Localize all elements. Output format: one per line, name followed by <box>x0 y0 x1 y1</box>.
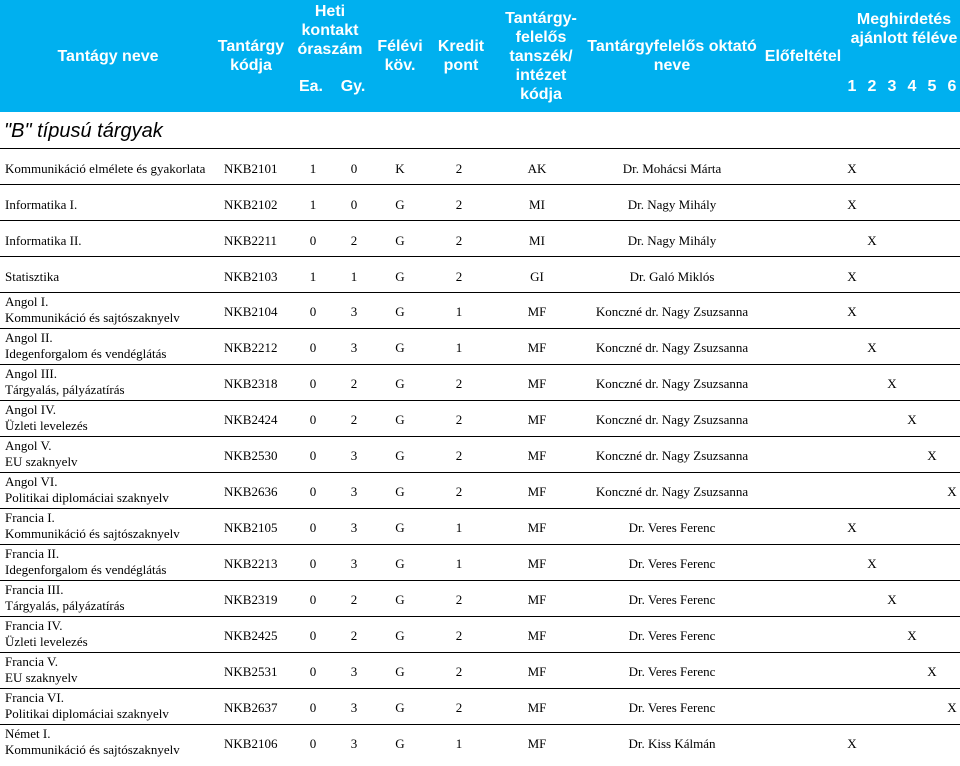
department-code: MF <box>527 484 547 499</box>
row-divider <box>0 220 960 221</box>
semester-mark: X <box>907 628 917 643</box>
course-subtitle: Kommunikáció és sajtószaknyelv <box>5 526 180 541</box>
row-divider <box>0 652 960 653</box>
requirement: G <box>395 628 405 643</box>
course-code: NKB2101 <box>224 161 278 176</box>
requirement: G <box>395 520 405 535</box>
course-subtitle: Kommunikáció és sajtószaknyelv <box>5 310 180 325</box>
course-name: Német I. <box>5 726 51 741</box>
department-code: MI <box>529 233 545 248</box>
course-name: Francia III. <box>5 582 64 597</box>
lecture-hours: 0 <box>309 556 317 571</box>
requirement: G <box>395 448 405 463</box>
course-subtitle: Politikai diplomáciai szaknyelv <box>5 490 169 505</box>
lecture-hours: 1 <box>309 197 317 212</box>
semester-mark: X <box>847 161 857 176</box>
practice-hours: 2 <box>350 592 358 607</box>
course-name: Francia VI. <box>5 690 64 705</box>
row-divider <box>0 256 960 257</box>
lecture-hours: 0 <box>309 448 317 463</box>
course-subtitle: Idegenforgalom és vendéglátás <box>5 346 167 361</box>
credit: 2 <box>455 376 463 391</box>
credit: 2 <box>455 628 463 643</box>
credit: 1 <box>455 340 463 355</box>
course-code: NKB2530 <box>224 448 278 463</box>
practice-hours: 3 <box>350 520 358 535</box>
practice-hours: 2 <box>350 628 358 643</box>
semester-mark: X <box>867 556 877 571</box>
instructor-name: Konczné dr. Nagy Zsuzsanna <box>595 376 749 391</box>
department-code: MF <box>527 736 547 751</box>
department-code: MF <box>527 520 547 535</box>
row-divider <box>0 508 960 509</box>
practice-hours: 2 <box>350 376 358 391</box>
requirement: G <box>395 197 405 212</box>
instructor-name: Dr. Veres Ferenc <box>628 700 716 715</box>
semester-mark: X <box>947 700 957 715</box>
requirement: G <box>395 340 405 355</box>
requirement: G <box>395 412 405 427</box>
course-name: Angol VI. <box>5 474 58 489</box>
department-code: MF <box>527 412 547 427</box>
course-code: NKB2531 <box>224 664 278 679</box>
course-code: NKB2102 <box>224 197 278 212</box>
semester-mark: X <box>947 484 957 499</box>
course-code: NKB2425 <box>224 628 278 643</box>
requirement: G <box>395 304 405 319</box>
department-code: AK <box>527 161 547 176</box>
credit: 2 <box>455 161 463 176</box>
course-name: Informatika II. <box>5 233 82 248</box>
practice-hours: 3 <box>350 484 358 499</box>
credit: 2 <box>455 700 463 715</box>
requirement: G <box>395 269 405 284</box>
practice-hours: 2 <box>350 412 358 427</box>
section-title: "B" típusú tárgyak <box>4 120 163 142</box>
department-code: MI <box>529 197 545 212</box>
row-divider <box>0 148 960 149</box>
credit: 2 <box>455 484 463 499</box>
semester-6-label: 6 <box>947 78 957 95</box>
lecture-hours: 0 <box>309 628 317 643</box>
semester-mark: X <box>847 269 857 284</box>
semester-mark: X <box>847 197 857 212</box>
practice-hours: 3 <box>350 448 358 463</box>
credit: 1 <box>455 520 463 535</box>
header-department: Tantárgy- felelős tanszék/ intézet kódja <box>505 9 577 103</box>
course-subtitle: Politikai diplomáciai szaknyelv <box>5 706 169 721</box>
instructor-name: Konczné dr. Nagy Zsuzsanna <box>595 304 749 319</box>
header-requirement: Félévi köv. <box>377 38 423 74</box>
course-name: Francia I. <box>5 510 55 525</box>
row-divider <box>0 400 960 401</box>
course-code: NKB2212 <box>224 340 278 355</box>
department-code: GI <box>530 269 544 284</box>
course-subtitle: Üzleti levelezés <box>5 418 88 433</box>
semester-4-label: 4 <box>907 78 917 95</box>
course-name: Angol V. <box>5 438 52 453</box>
course-code: NKB2105 <box>224 520 278 535</box>
credit: 1 <box>455 304 463 319</box>
row-divider <box>0 436 960 437</box>
row-divider <box>0 616 960 617</box>
practice-hours: 3 <box>350 736 358 751</box>
course-name: Angol IV. <box>5 402 57 417</box>
semester-mark: X <box>867 233 877 248</box>
instructor-name: Konczné dr. Nagy Zsuzsanna <box>595 484 749 499</box>
requirement: G <box>395 233 405 248</box>
instructor-name: Dr. Kiss Kálmán <box>628 736 716 751</box>
course-name: Francia V. <box>5 654 58 669</box>
lecture-hours: 0 <box>309 233 317 248</box>
practice-hours: 3 <box>350 700 358 715</box>
course-name: Angol III. <box>5 366 57 381</box>
row-divider <box>0 364 960 365</box>
instructor-name: Dr. Veres Ferenc <box>628 664 716 679</box>
instructor-name: Konczné dr. Nagy Zsuzsanna <box>595 340 749 355</box>
row-divider <box>0 328 960 329</box>
department-code: MF <box>527 700 547 715</box>
credit: 1 <box>455 556 463 571</box>
course-subtitle: EU szaknyelv <box>5 454 78 469</box>
course-code: NKB2211 <box>224 233 277 248</box>
requirement: G <box>395 592 405 607</box>
semester-mark: X <box>927 448 937 463</box>
semester-mark: X <box>847 520 857 535</box>
course-subtitle: Kommunikáció és sajtószaknyelv <box>5 742 180 757</box>
course-code: NKB2106 <box>224 736 278 751</box>
header-weekly-hours: Heti kontakt óraszám <box>297 2 363 58</box>
instructor-name: Konczné dr. Nagy Zsuzsanna <box>595 412 749 427</box>
row-divider <box>0 580 960 581</box>
practice-hours: 2 <box>350 233 358 248</box>
practice-hours: 3 <box>350 304 358 319</box>
department-code: MF <box>527 448 547 463</box>
course-name: Angol II. <box>5 330 53 345</box>
course-name: Francia IV. <box>5 618 63 633</box>
lecture-hours: 0 <box>309 520 317 535</box>
credit: 2 <box>455 592 463 607</box>
semester-5-label: 5 <box>927 78 937 95</box>
department-code: MF <box>527 304 547 319</box>
requirement: G <box>395 376 405 391</box>
course-code: NKB2637 <box>224 700 278 715</box>
semester-mark: X <box>887 376 897 391</box>
course-subtitle: Idegenforgalom és vendéglátás <box>5 562 167 577</box>
credit: 2 <box>455 233 463 248</box>
row-divider <box>0 688 960 689</box>
credit: 1 <box>455 736 463 751</box>
course-subtitle: Tárgyalás, pályázatírás <box>5 598 125 613</box>
department-code: MF <box>527 556 547 571</box>
semester-2-label: 2 <box>867 78 877 95</box>
semester-mark: X <box>907 412 917 427</box>
lecture-hours: 0 <box>309 304 317 319</box>
practice-hours: 0 <box>350 161 358 176</box>
row-divider <box>0 184 960 185</box>
header-practice: Gy. <box>340 77 366 95</box>
department-code: MF <box>527 592 547 607</box>
practice-hours: 3 <box>350 340 358 355</box>
department-code: MF <box>527 376 547 391</box>
credit: 2 <box>455 197 463 212</box>
instructor-name: Dr. Veres Ferenc <box>628 520 716 535</box>
semester-3-label: 3 <box>887 78 897 95</box>
lecture-hours: 0 <box>309 700 317 715</box>
practice-hours: 3 <box>350 664 358 679</box>
table-header <box>0 0 960 112</box>
header-course-code: Tantárgy kódja <box>217 38 285 74</box>
instructor-name: Dr. Galó Miklós <box>629 269 715 284</box>
course-subtitle: EU szaknyelv <box>5 670 78 685</box>
course-name: Informatika I. <box>5 197 78 212</box>
course-name: Kommunikáció elmélete és gyakorlata <box>5 161 206 176</box>
header-prerequisite: Előfeltétel <box>764 47 842 65</box>
lecture-hours: 0 <box>309 592 317 607</box>
lecture-hours: 0 <box>309 376 317 391</box>
lecture-hours: 0 <box>309 412 317 427</box>
instructor-name: Dr. Veres Ferenc <box>628 592 716 607</box>
department-code: MF <box>527 340 547 355</box>
lecture-hours: 0 <box>309 484 317 499</box>
credit: 2 <box>455 664 463 679</box>
header-lecture: Ea. <box>298 77 323 95</box>
course-subtitle: Tárgyalás, pályázatírás <box>5 382 125 397</box>
requirement: K <box>395 161 405 176</box>
requirement: G <box>395 736 405 751</box>
credit: 2 <box>455 448 463 463</box>
semester-mark: X <box>887 592 897 607</box>
practice-hours: 3 <box>350 556 358 571</box>
requirement: G <box>395 700 405 715</box>
requirement: G <box>395 484 405 499</box>
header-credit: Kredit pont <box>437 38 485 74</box>
instructor-name: Dr. Mohácsi Márta <box>622 161 722 176</box>
header-course-name: Tantágy neve <box>57 47 159 65</box>
semester-mark: X <box>847 304 857 319</box>
row-divider <box>0 472 960 473</box>
header-semesters-title: Meghirdetés ajánlott féléve <box>850 11 958 47</box>
instructor-name: Konczné dr. Nagy Zsuzsanna <box>595 448 749 463</box>
course-code: NKB2318 <box>224 376 278 391</box>
lecture-hours: 0 <box>309 340 317 355</box>
lecture-hours: 0 <box>309 664 317 679</box>
semester-1-label: 1 <box>847 78 857 95</box>
requirement: G <box>395 556 405 571</box>
course-subtitle: Üzleti levelezés <box>5 634 88 649</box>
course-code: NKB2424 <box>224 412 278 427</box>
department-code: MF <box>527 664 547 679</box>
semester-mark: X <box>847 736 857 751</box>
lecture-hours: 1 <box>309 161 317 176</box>
header-instructor: Tantárgyfelelős oktató neve <box>587 38 757 74</box>
instructor-name: Dr. Nagy Mihály <box>627 233 717 248</box>
course-name: Angol I. <box>5 294 49 309</box>
lecture-hours: 1 <box>309 269 317 284</box>
course-code: NKB2104 <box>224 304 278 319</box>
instructor-name: Dr. Veres Ferenc <box>628 628 716 643</box>
course-code: NKB2319 <box>224 592 278 607</box>
course-name: Statisztika <box>5 269 60 284</box>
row-divider <box>0 292 960 293</box>
course-code: NKB2103 <box>224 269 278 284</box>
row-divider <box>0 724 960 725</box>
instructor-name: Dr. Veres Ferenc <box>628 556 716 571</box>
row-divider <box>0 544 960 545</box>
course-name: Francia II. <box>5 546 60 561</box>
semester-mark: X <box>927 664 937 679</box>
semester-mark: X <box>867 340 877 355</box>
instructor-name: Dr. Nagy Mihály <box>627 197 717 212</box>
credit: 2 <box>455 269 463 284</box>
lecture-hours: 0 <box>309 736 317 751</box>
course-code: NKB2636 <box>224 484 278 499</box>
practice-hours: 0 <box>350 197 358 212</box>
course-code: NKB2213 <box>224 556 278 571</box>
department-code: MF <box>527 628 547 643</box>
credit: 2 <box>455 412 463 427</box>
practice-hours: 1 <box>350 269 358 284</box>
requirement: G <box>395 664 405 679</box>
